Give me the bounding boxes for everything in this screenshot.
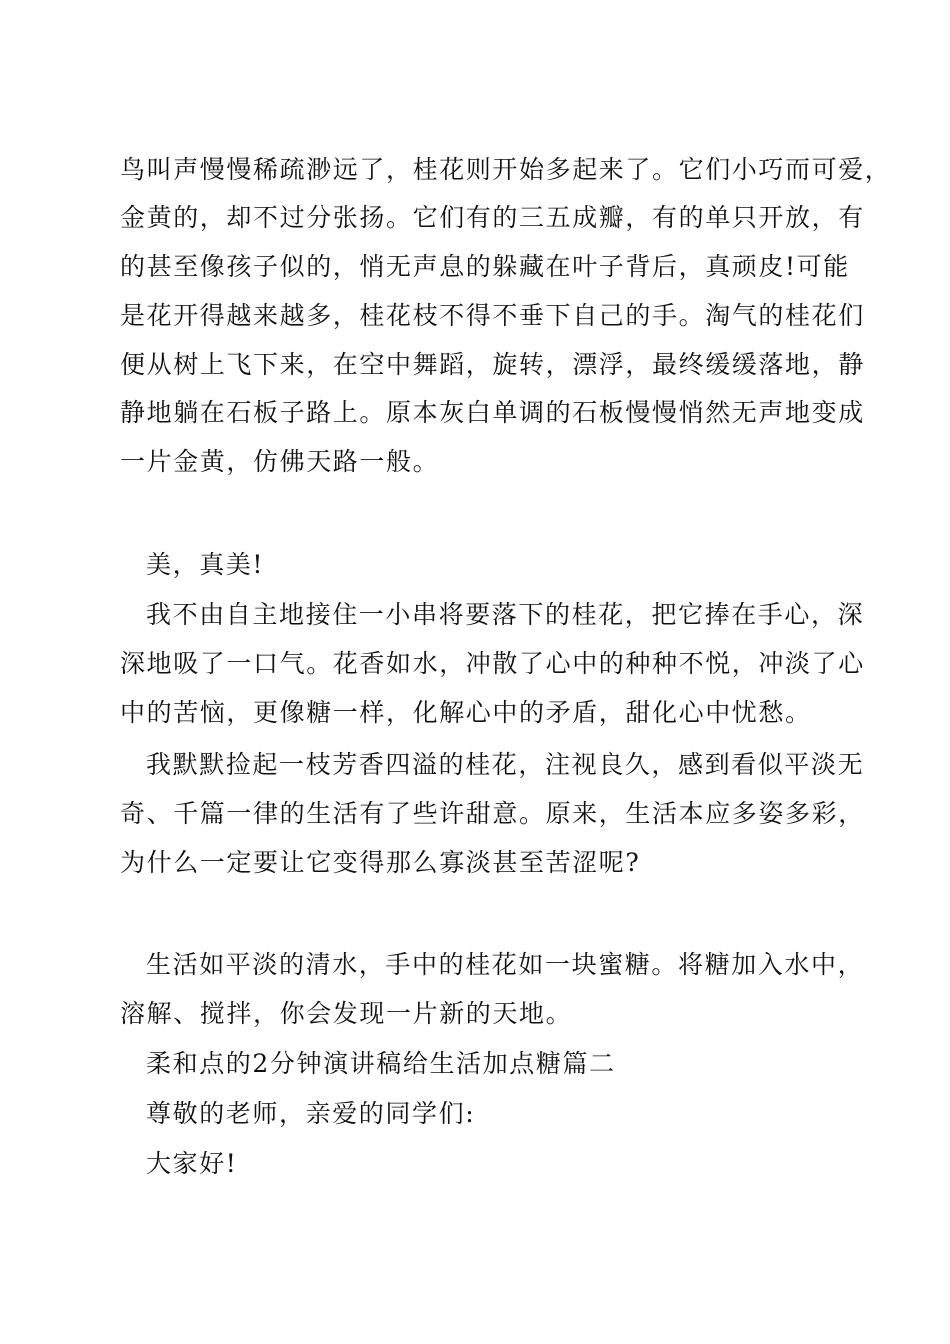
paragraph-line: 是花开得越来越多，桂花枝不得不垂下自己的手。淘气的桂花们 — [120, 301, 865, 330]
paragraph-line: 便从树上飞下来，在空中舞蹈，旋转，漂浮，最终缓缓落地，静 — [120, 350, 865, 379]
paragraph-line: 为什么一定要让它变得那么寡淡甚至苦涩呢? — [120, 848, 641, 877]
section-title: 柔和点的2分钟演讲稿给生活加点糖篇二 — [146, 1049, 616, 1078]
paragraph-line: 生活如平淡的清水，手中的桂花如一块蜜糖。将糖加入水中， — [146, 950, 865, 979]
paragraph-line: 美，真美! — [146, 550, 265, 579]
paragraph-line: 我不由自主地接住一小串将要落下的桂花，把它捧在手心，深 — [146, 600, 865, 629]
paragraph-line: 我默默捡起一枝芳香四溢的桂花，注视良久，感到看似平淡无 — [146, 750, 865, 779]
paragraph-line: 溶解、搅拌，你会发现一片新的天地。 — [120, 999, 573, 1028]
salutation: 尊敬的老师，亲爱的同学们: — [146, 1099, 476, 1128]
paragraph-line: 静地躺在石板子路上。原本灰白单调的石板慢慢悄然无声地变成 — [120, 398, 865, 427]
paragraph-line: 一片金黄，仿佛天路一般。 — [120, 447, 440, 476]
paragraph-line: 中的苦恼，更像糖一样，化解心中的矛盾，甜化心中忧愁。 — [120, 698, 812, 727]
paragraph-line: 奇、千篇一律的生活有了些许甜意。原来，生活本应多姿多彩， — [120, 799, 865, 828]
paragraph-line: 的甚至像孩子似的，悄无声息的躲藏在叶子背后，真顽皮!可能 — [120, 252, 850, 281]
paragraph-line: 深地吸了一口气。花香如水，冲散了心中的种种不悦，冲淡了心 — [120, 649, 865, 678]
paragraph-line: 鸟叫声慢慢稀疏渺远了，桂花则开始多起来了。它们小巧而可爱， — [120, 155, 892, 184]
greeting: 大家好! — [146, 1149, 238, 1178]
paragraph-line: 金黄的，却不过分张扬。它们有的三五成瓣，有的单只开放，有 — [120, 203, 865, 232]
